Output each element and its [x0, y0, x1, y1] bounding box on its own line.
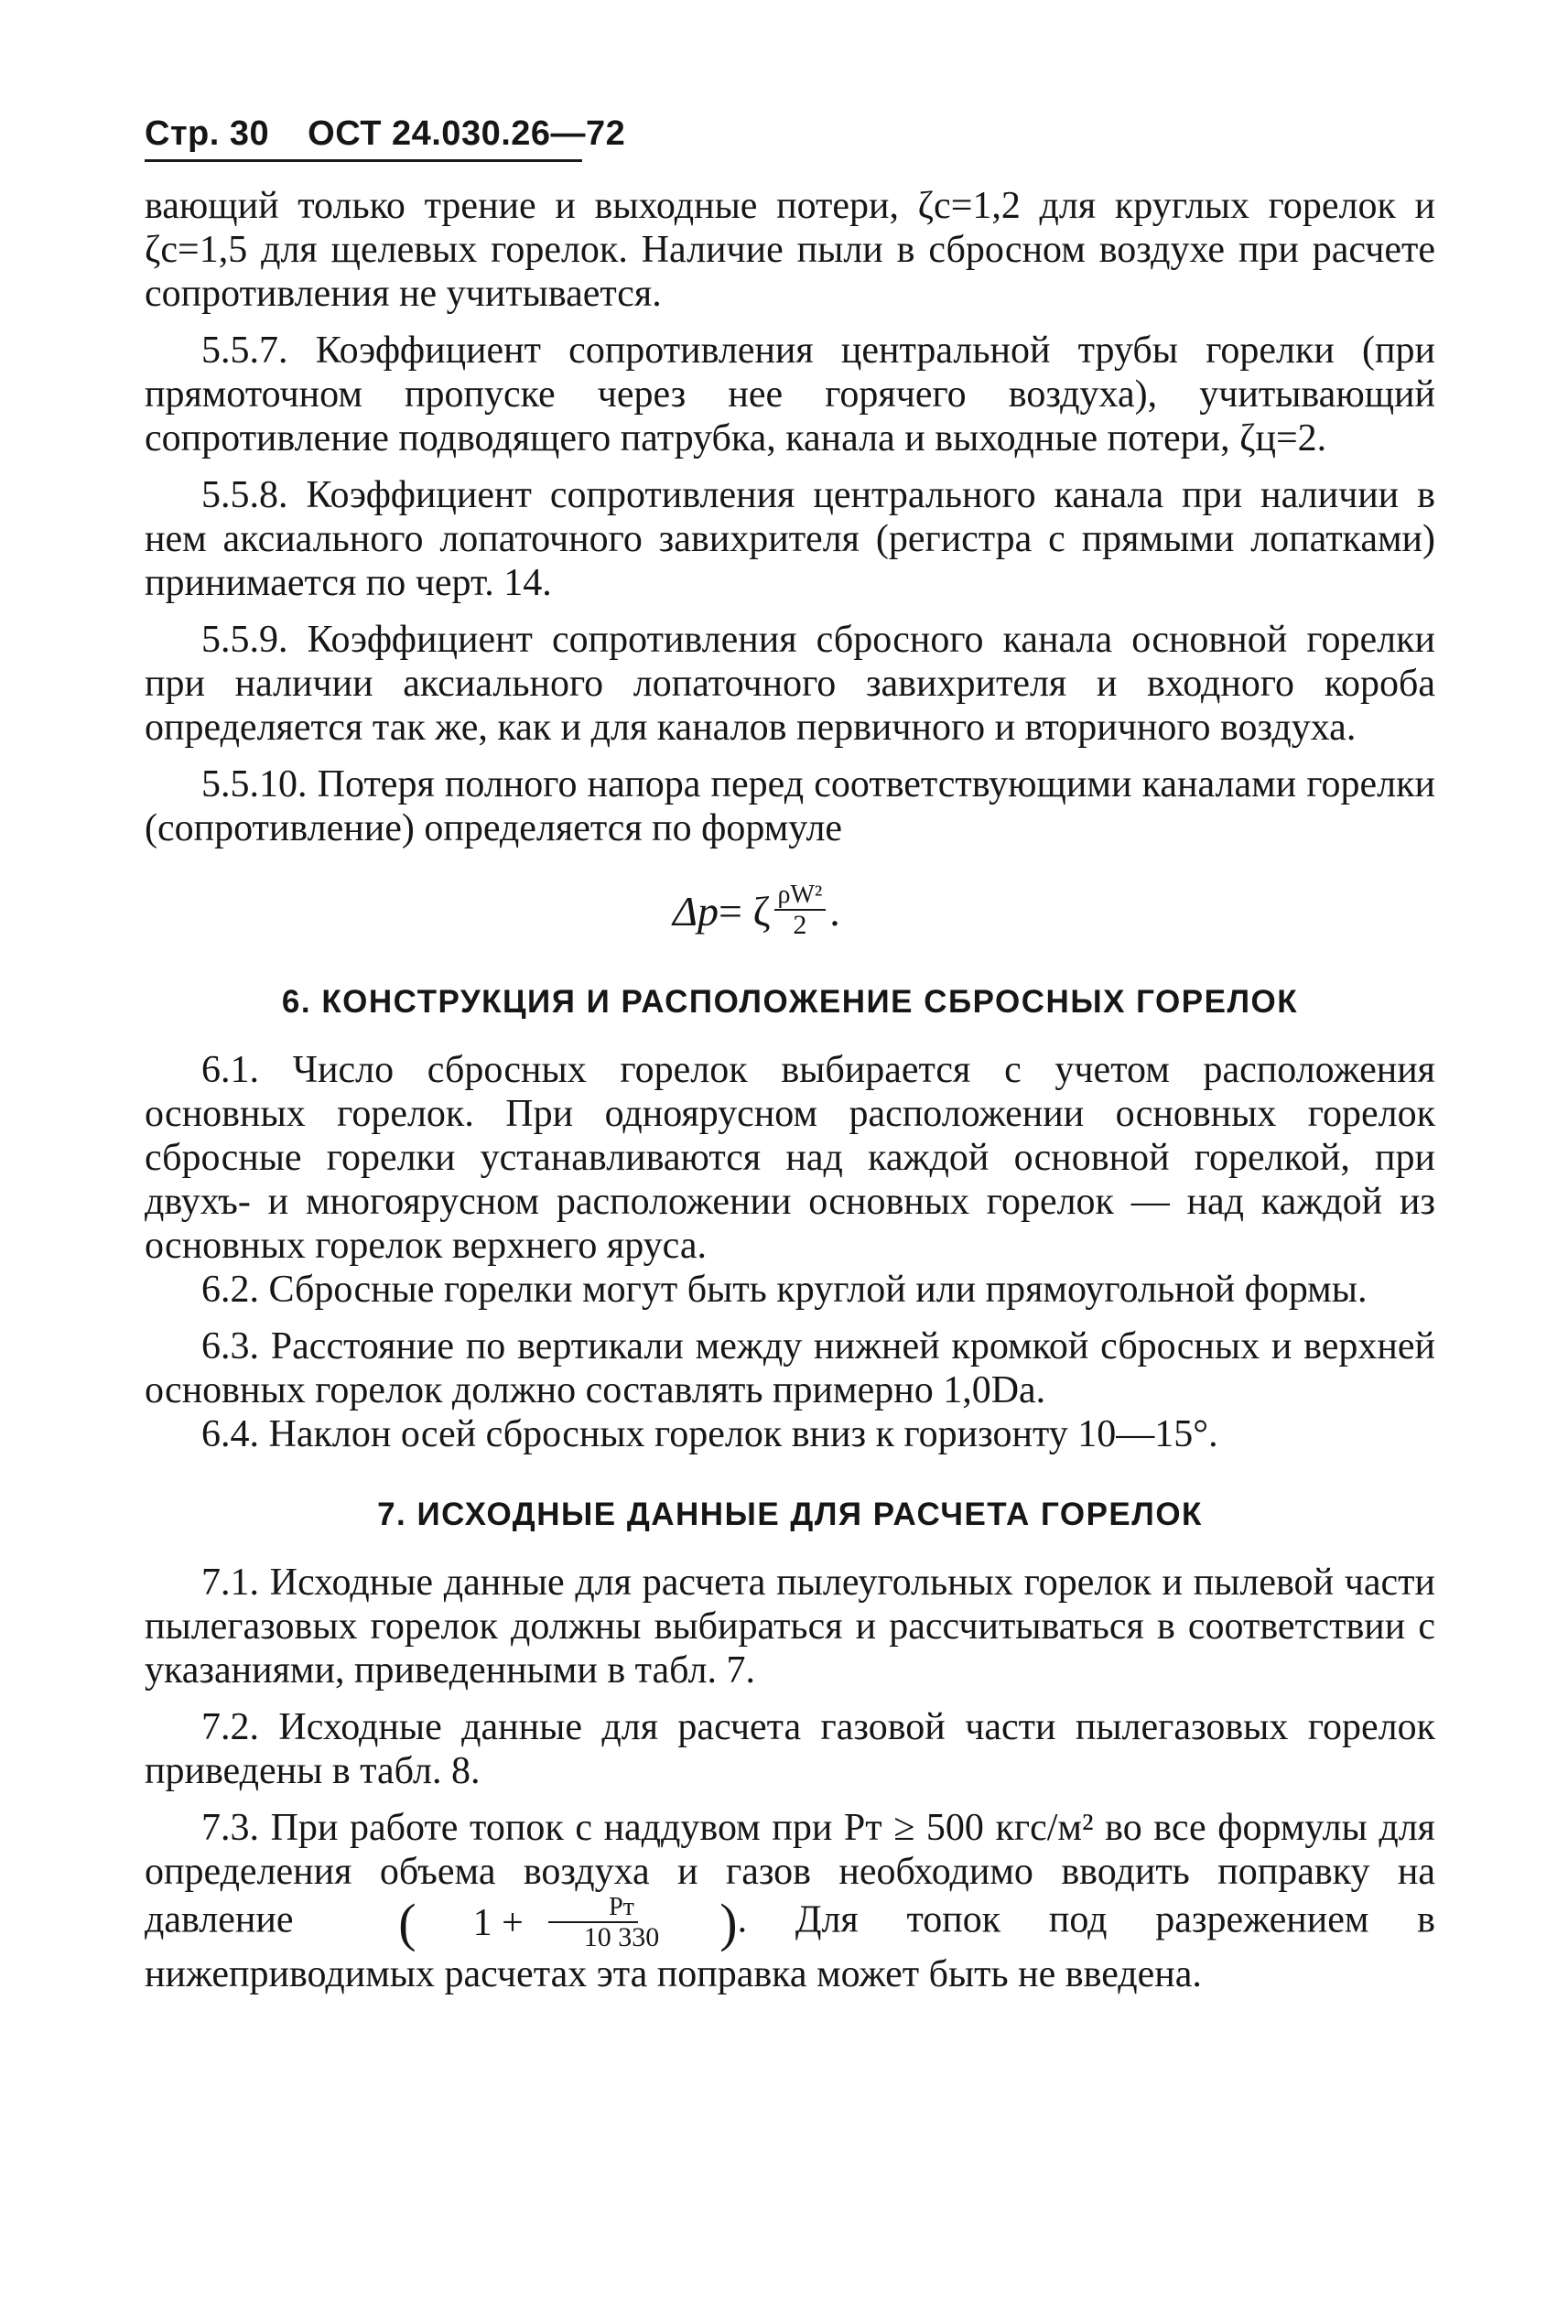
formula-denominator: 2	[793, 910, 807, 940]
pressure-correction-expression: ( 1 + $\frac{Pт}{10 330}$ )	[398, 1893, 738, 1952]
correction-denominator: 10 330	[583, 1922, 660, 1952]
paragraph-6-4: 6.4. Наклон осей сбросных горелок вниз к горизонту 10—15°.	[201, 1413, 1218, 1455]
formula-numerator: ρW²	[774, 881, 827, 911]
paragraph-7-3-text-b: . Для топок под разрежением в нижеприводимых расчетах эта поправка может быть не введена.	[145, 1898, 1436, 1995]
correction-numerator: Pт	[548, 1894, 638, 1923]
paragraph-6-1: 6.1. Число сбросных горелок выбирается с учетом расположения основных горелок. При одноярусном расположении основных горелок сбросные горелки устанавливаются над каждой основной горелкой, при двухъ- и многоярусном расположении основных горелок — над каждой из основных горелок верхнего яруса.	[145, 1049, 1435, 1267]
paragraph-7-3	[145, 1806, 1435, 1996]
running-header	[145, 114, 626, 162]
formula-fraction	[774, 881, 827, 940]
paragraph-5-5-8: 5.5.8. Коэффициент сопротивления центрального канала при наличии в нем аксиального лопаточного завихрителя (регистра с прямыми лопатками) принимается по черт. 14.	[145, 474, 1435, 604]
paragraph-6-3: 6.3. Расстояние по вертикали между нижней кромкой сбросных и верхней основных горелок должно составлять примерно 1,0Dа.	[145, 1325, 1435, 1411]
page-number: Стр. 30	[145, 114, 270, 153]
formula-lhs: Δp	[673, 887, 719, 935]
paragraph-5-5-7: 5.5.7. Коэффициент сопротивления центральной трубы горелки (при прямоточном пропуске через нее горячего воздуха), учитывающий сопротивление подводящего патрубка, канала и выходные потери, ζц=2.	[145, 330, 1435, 459]
section-6-heading: 6. КОНСТРУКЦИЯ И РАСПОЛОЖЕНИЕ СБРОСНЫХ ГОРЕЛОК	[281, 984, 1299, 1020]
paragraph-7-1: 7.1. Исходные данные для расчета пылеугольных горелок и пылевой части пылегазовых горелок должны выбираться и рассчитываться в соответствии с указаниями, приведенными в табл. 7.	[145, 1562, 1435, 1692]
formula-end: .	[829, 887, 840, 935]
paragraph-5-5-10: 5.5.10. Потеря полного напора перед соответствующими каналами горелки (сопротивление) определяется по формуле	[145, 763, 1435, 849]
paragraph-7-3-text-a: 7.3. При работе топок с наддувом при Pт ≥ 500 кгс/м² во все формулы для определения объема воздуха и газов необходимо вводить поправку на давление	[145, 1807, 1435, 1941]
paragraph-continuation: вающий только трение и выходные потери, ζс=1,2 для круглых горелок и ζс=1,5 для щелевых горелок. Наличие пыли в сбросном воздухе при расчете сопротивления не учитывается.	[145, 185, 1435, 315]
correction-lead: 1 +	[472, 1902, 524, 1944]
section-7-heading: 7. ИСХОДНЫЕ ДАННЫЕ ДЛЯ РАСЧЕТА ГОРЕЛОК	[377, 1497, 1203, 1532]
formula-equals: = ζ	[719, 887, 771, 935]
document-page	[145, 114, 1435, 1996]
paragraph-6-2: 6.2. Сбросные горелки могут быть круглой или прямоугольной формы.	[201, 1269, 1368, 1311]
correction-fraction	[527, 1894, 660, 1952]
paragraph-7-2: 7.2. Исходные данные для расчета газовой части пылегазовых горелок приведены в табл. 8.	[145, 1706, 1435, 1792]
pressure-loss-formula	[673, 874, 1435, 947]
paragraph-5-5-9: 5.5.9. Коэффициент сопротивления сбросного канала основной горелки при наличии аксиального лопаточного завихрителя и входного короба определяется так же, как и для каналов первичного и вторичного воздуха.	[145, 619, 1435, 749]
standard-code: ОСТ 24.030.26—72	[308, 114, 626, 153]
